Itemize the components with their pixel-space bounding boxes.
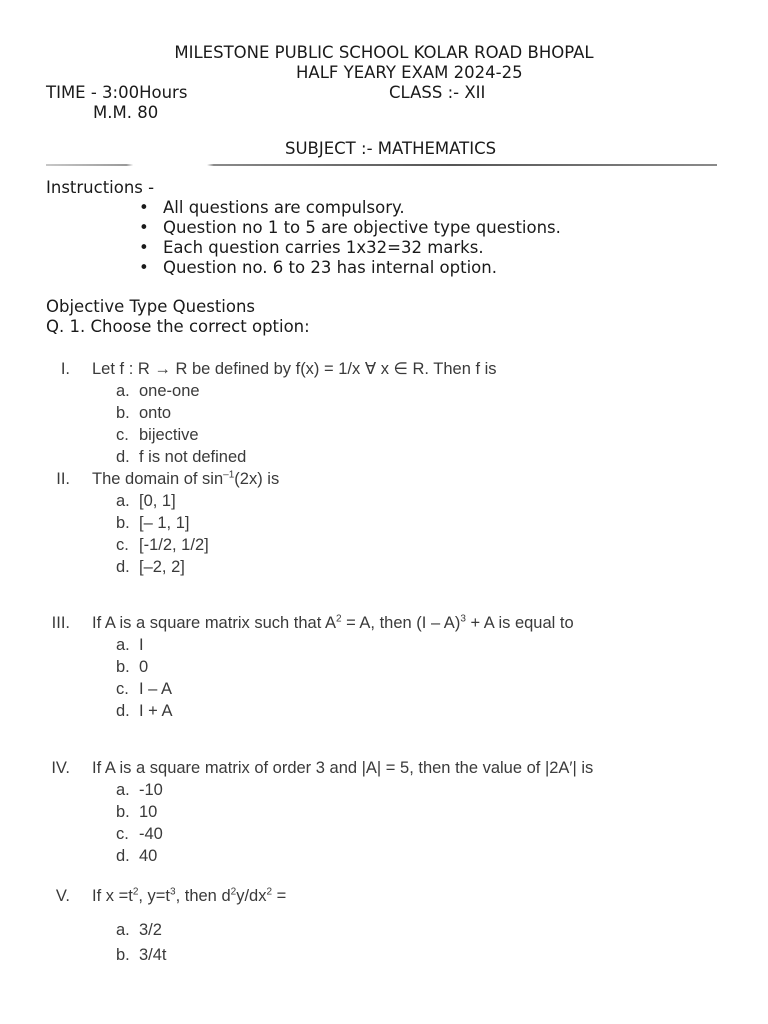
option: b. 0: [116, 658, 149, 676]
option: b. onto: [116, 404, 172, 422]
question-stem: Let f : R → R be defined by f(x) = 1/x ∀ x ∈ R. Then f is: [92, 360, 497, 378]
question-stem: If A is a square matrix of order 3 and |A| = 5, then the value of |2A′| is: [92, 759, 594, 777]
section-title: Objective Type Questions: [46, 297, 256, 316]
header-divider: [46, 164, 717, 166]
instruction-item: • Each question carries 1x32=32 marks.: [163, 238, 484, 258]
instruction-item: • Question no. 6 to 23 has internal option.: [163, 258, 497, 278]
question-stem: The domain of $\sin^{-1}(2x)$ is: [92, 469, 280, 488]
question-number: III.: [51, 614, 70, 632]
option: c. bijective: [116, 426, 199, 444]
question-stem: If $x =t^2$, $y=t^3$, then $d^2y/dx^2$ =: [92, 886, 287, 905]
option: d. 40: [116, 847, 158, 865]
option: c. [-1/2, 1/2]: [116, 536, 209, 554]
time-label: TIME - 3:00Hours: [46, 83, 188, 102]
option: a. -10: [116, 781, 163, 799]
option: d. [–2, 2]: [116, 558, 185, 576]
class-label: CLASS :- XII: [389, 83, 486, 102]
option: b. [– 1, 1]: [116, 514, 190, 532]
option: c. I – A: [116, 680, 173, 698]
instruction-item: • Question no 1 to 5 are objective type questions.: [163, 218, 561, 238]
option: b. 10: [116, 803, 158, 821]
max-marks: M.M. 80: [93, 103, 159, 122]
question-number: II.: [56, 470, 70, 488]
question-number: IV.: [51, 759, 70, 777]
option: b. 3/4t: [116, 946, 167, 964]
option: a. I: [116, 636, 144, 654]
exam-title: HALF YEARY EXAM 2024-25: [296, 63, 523, 82]
option: d. f is not defined: [116, 448, 247, 466]
instructions-title: Instructions -: [46, 178, 155, 197]
option: d. I + A: [116, 702, 173, 720]
school-name: MILESTONE PUBLIC SCHOOL KOLAR ROAD BHOPAL: [174, 43, 594, 62]
question-heading: Q. 1. Choose the correct option:: [46, 317, 310, 336]
option: a. [0, 1]: [116, 492, 176, 510]
option: a. 3/2: [116, 921, 162, 939]
subject-label: SUBJECT :- MATHEMATICS: [285, 139, 497, 158]
question-number: V.: [55, 887, 70, 905]
instruction-item: • All questions are compulsory.: [163, 198, 405, 218]
question-number: I.: [60, 360, 70, 378]
option: c. -40: [116, 825, 163, 843]
option: a. one-one: [116, 382, 200, 400]
question-stem: If A is a square matrix such that $A^2 = A$, then (I – A)$^3$ + A is equal to: [92, 613, 574, 632]
